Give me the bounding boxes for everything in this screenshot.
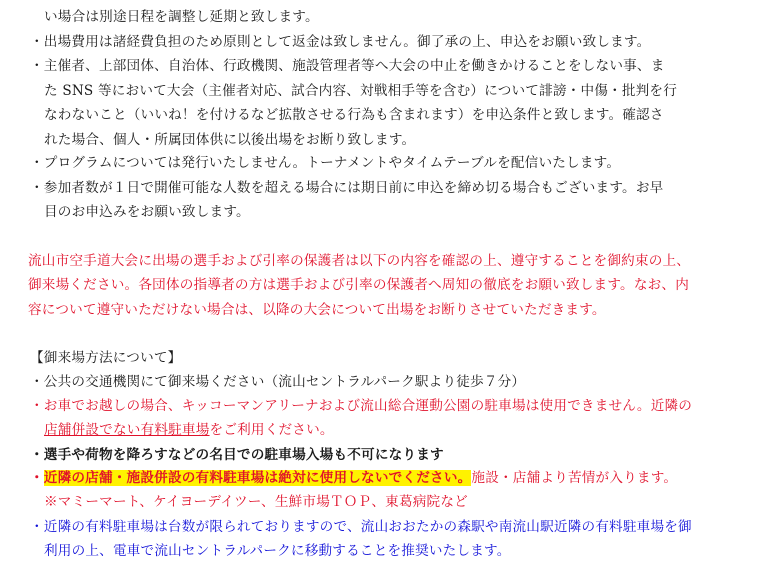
note-line-1: い場合は別途日程を調整し延期と致します。 [44, 9, 319, 25]
access-car-1: ・お車でお越しの場合、キッコーマンアリーナおよび流山総合運動公園の駐車場は使用できません。近隣の [30, 398, 693, 414]
note-conditions-1: ・主催者、上部団体、自治体、行政機関、施設管理者等へ大会の中止を働きかけることをしない事、ま [30, 58, 665, 74]
note-conditions-4: れた場合、個人・所属団体供に以後出場をお断り致します。 [44, 132, 416, 148]
note-program: ・プログラムについては発行いたしません。トーナメントやタイムテーブルを配信いたします。 [30, 155, 621, 171]
access-car-2-rest: をご利用ください。 [209, 422, 334, 438]
nearby-bullet: ・ [30, 470, 44, 486]
note-deadline-1: ・参加者数が１日で開催可能な人数を超える場合には期日前に申込を締め切る場合もございます。お早 [30, 180, 664, 196]
access-examples: ※マミーマート、ケイヨーデイツー、生鮮市場ＴＯＰ、東葛病院など [44, 494, 468, 510]
access-public-transport: ・公共の交通機関にて御来場ください（流山セントラルパーク駅より徒歩７分） [30, 374, 526, 390]
note-deadline-2: 目のお申込みをお願い致します。 [44, 204, 250, 220]
pledge-line-1: 流山市空手道大会に出場の選手および引率の保護者は以下の内容を確認の上、遵守することを御約束の上、 [28, 253, 691, 269]
note-conditions-3: なわないこと（いいね！を付けるなど拡散させる行為も含まれます）を申込条件と致します。確認さ [44, 107, 664, 123]
pledge-line-2: 御来場ください。各団体の指導者の方は選手および引率の保護者へ周知の徹底をお願い致します。なお、内 [28, 277, 690, 293]
access-nearby-warning [30, 466, 677, 486]
note-conditions-2: た SNS 等において大会（主催者対応、試合内容、対戦相手等を含む）について誹謗・中傷・批判を行 [44, 83, 678, 99]
access-dropoff: ・選手や荷物を降ろすなどの名目での駐車場入場も不可になります [30, 447, 444, 463]
highlighted-warning: 近隣の店舗・施設併設の有料駐車場は絶対に使用しないでください。 [43, 470, 472, 486]
access-recommend-1: ・近隣の有料駐車場は台数が限られておりますので、流山おおたかの森駅や南流山駅近隣の有料駐車場を御 [30, 519, 692, 535]
nearby-rest: 施設・店舗より苦情が入ります。 [471, 470, 678, 486]
access-car-2 [44, 418, 334, 438]
pledge-line-3: 容について遵守いただけない場合は、以降の大会について出場をお断りさせていただきます。 [28, 302, 606, 318]
note-refund: ・出場費用は諸経費負担のため原則として返金は致しません。御了承の上、申込をお願い致します。 [30, 34, 651, 50]
access-heading: 【御来場方法について】 [30, 350, 182, 366]
paid-parking-note: 店舗併設でない有料駐車場 [44, 422, 210, 438]
access-recommend-2: 利用の上、電車で流山セントラルパークに移動することを推奨いたします。 [44, 543, 511, 559]
